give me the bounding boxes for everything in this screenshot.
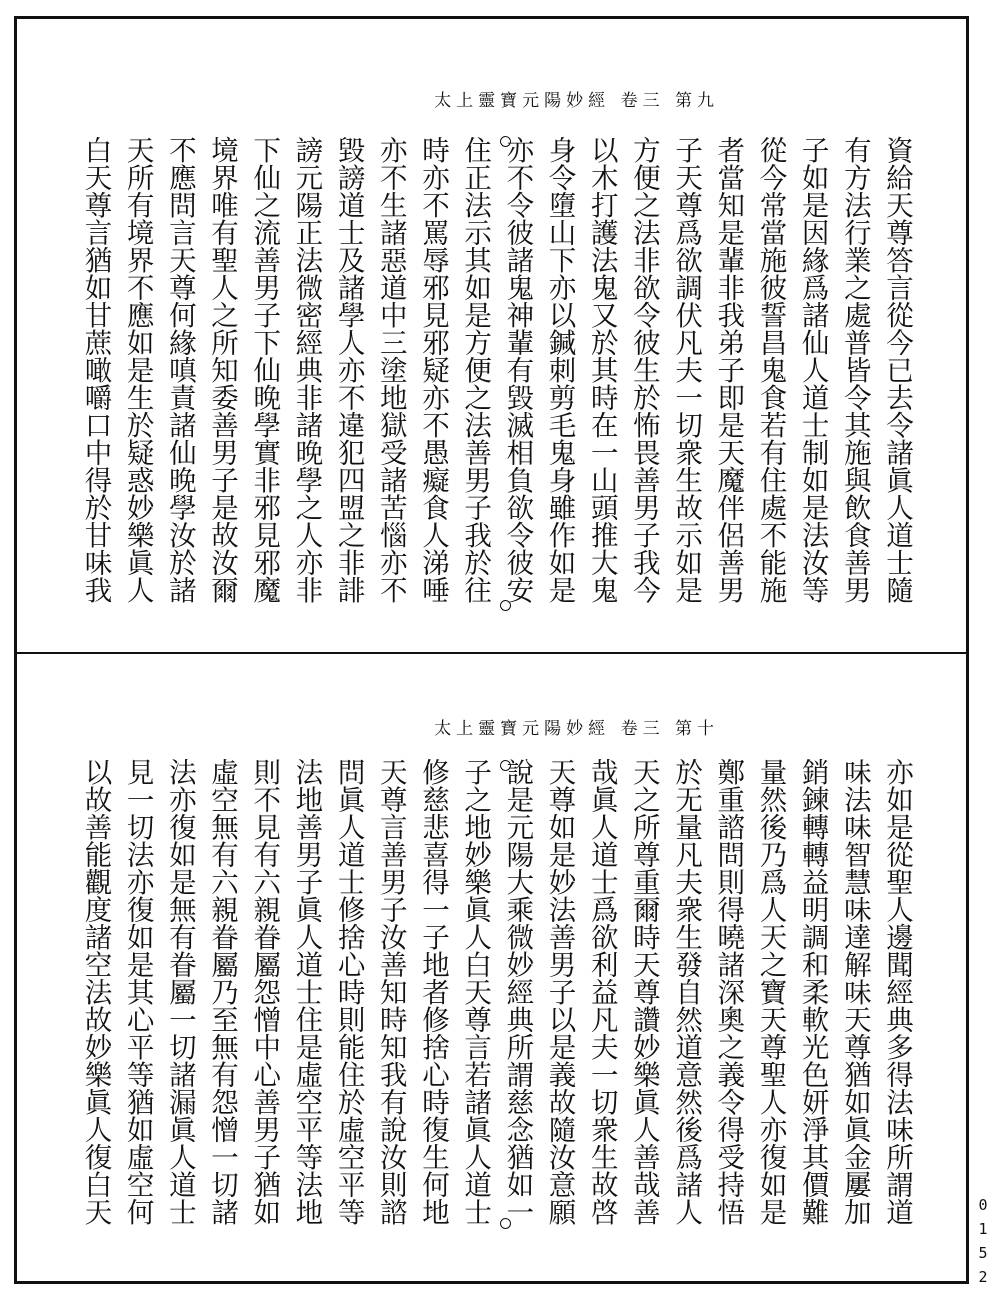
- text-column: 天尊言善男子汝善知時知我有說汝則諮: [374, 758, 407, 1226]
- text-column: 鄭重諮問則得曉諸深奧之義令得受持悟: [712, 758, 745, 1226]
- text-column: 天尊如是妙法善男子以是義故隨汝意願: [543, 758, 576, 1226]
- text-column: 說是元陽大乘微妙經典所謂慈念猶如一: [501, 758, 534, 1226]
- text-column: 法地善男子眞人道士住是虛空平等法地: [290, 758, 323, 1226]
- text-column: 天所有境界不應如是生於疑惑妙樂眞人: [121, 136, 154, 604]
- text-column: 見一切法亦復如是其心平等猶如虛空何: [121, 758, 154, 1226]
- top-page-header: 太上靈寶元陽妙經 卷三 第九: [434, 91, 719, 111]
- text-column: 於无量凡夫衆生發自然道意然後爲諸人: [670, 758, 703, 1226]
- text-column: 子如是因緣爲諸仙人道士制如是法汝等: [796, 136, 829, 604]
- bottom-page: [14, 654, 969, 1284]
- text-column: 時亦不罵辱邪見邪疑亦不愚癡食人涕唾: [416, 136, 449, 604]
- text-column: 則不見有六親眷屬怨憎中心善男子猶如: [248, 758, 281, 1226]
- circle-marker-icon: [500, 600, 511, 611]
- text-column: 者當知是輩非我弟子即是天魔伴侶善男: [712, 136, 745, 604]
- text-column: 方便之法非欲令彼生於怖畏善男子我今: [627, 136, 660, 604]
- text-column: 修慈悲喜得一子地者修捨心時復生何地: [416, 758, 449, 1226]
- text-column: 從今常當施彼誓昌鬼食若有住處不能施: [754, 136, 787, 604]
- bottom-page-header: 太上靈寶元陽妙經 卷三 第十: [434, 719, 719, 739]
- text-column: 量然後乃爲人天之寶天尊聖人亦復如是: [754, 758, 787, 1226]
- text-column: 子之地妙樂眞人白天尊言若諸眞人道士: [459, 758, 492, 1226]
- text-column: 虛空無有六親眷屬乃至無有怨憎一切諸: [206, 758, 238, 1226]
- circle-marker-icon: [500, 136, 511, 147]
- text-column: 問眞人道士修捨心時則能住於虛空平等: [332, 758, 365, 1226]
- text-column: 亦不令彼諸鬼神輩有毀滅相負欲令彼安: [501, 136, 534, 604]
- circle-marker-icon: [500, 760, 511, 771]
- circle-marker-icon: [500, 1218, 511, 1229]
- text-column: 以故善能觀度諸空法故妙樂眞人復白天: [79, 758, 112, 1226]
- text-column: 以木打護法鬼又於其時在一山頭推大鬼: [585, 136, 618, 604]
- page-number: 0152: [974, 1196, 992, 1292]
- text-column: 身令墮山下亦以鍼刺剪毛鬼身雖作如是: [543, 136, 576, 604]
- text-column: 住正法示其如是方便之法善男子我於往: [459, 136, 492, 604]
- text-column: 不應問言天尊何緣嗔責諸仙晚學汝於諸: [163, 136, 196, 604]
- text-column: 亦不生諸惡道中三塗地獄受諸苦惱亦不: [374, 136, 407, 604]
- text-column: 法亦復如是無有眷屬一切諸漏眞人道士: [163, 758, 196, 1226]
- top-page-text: [14, 136, 969, 626]
- text-column: 味法味智慧味達解味天尊猶如眞金屢加: [838, 758, 871, 1226]
- bottom-page-text: [14, 758, 969, 1246]
- text-column: 謗元陽正法微密經典非諸晚學之人亦非: [290, 136, 323, 604]
- text-column: 有方法行業之處普皆令其施與飲食善男: [838, 136, 871, 604]
- top-page: [14, 16, 969, 652]
- text-column: 下仙之流善男子下仙晚學實非邪見邪魔: [248, 136, 281, 604]
- text-column: 銷鍊轉轉益明調和柔軟光色妍淨其價難: [796, 758, 829, 1226]
- text-column: 天之所尊重爾時天尊讚妙樂眞人善哉善: [627, 758, 660, 1226]
- text-column: 亦如是從聖人邊聞經典多得法味所謂道: [881, 758, 913, 1226]
- text-column: 境界唯有聖人之所知委善男子是故汝爾: [206, 136, 238, 604]
- text-column: 毀謗道士及諸學人亦不違犯四盟之非誹: [332, 136, 365, 604]
- text-column: 哉眞人道士爲欲利益凡夫一切衆生故啓: [585, 758, 618, 1226]
- text-column: 白天尊言猶如甘蔗噉嚼口中得於甘味我: [79, 136, 112, 604]
- text-column: 子天尊爲欲調伏凡夫一切衆生故示如是: [670, 136, 703, 604]
- text-column: 資給天尊答言從今已去令諸眞人道士隨: [881, 136, 913, 604]
